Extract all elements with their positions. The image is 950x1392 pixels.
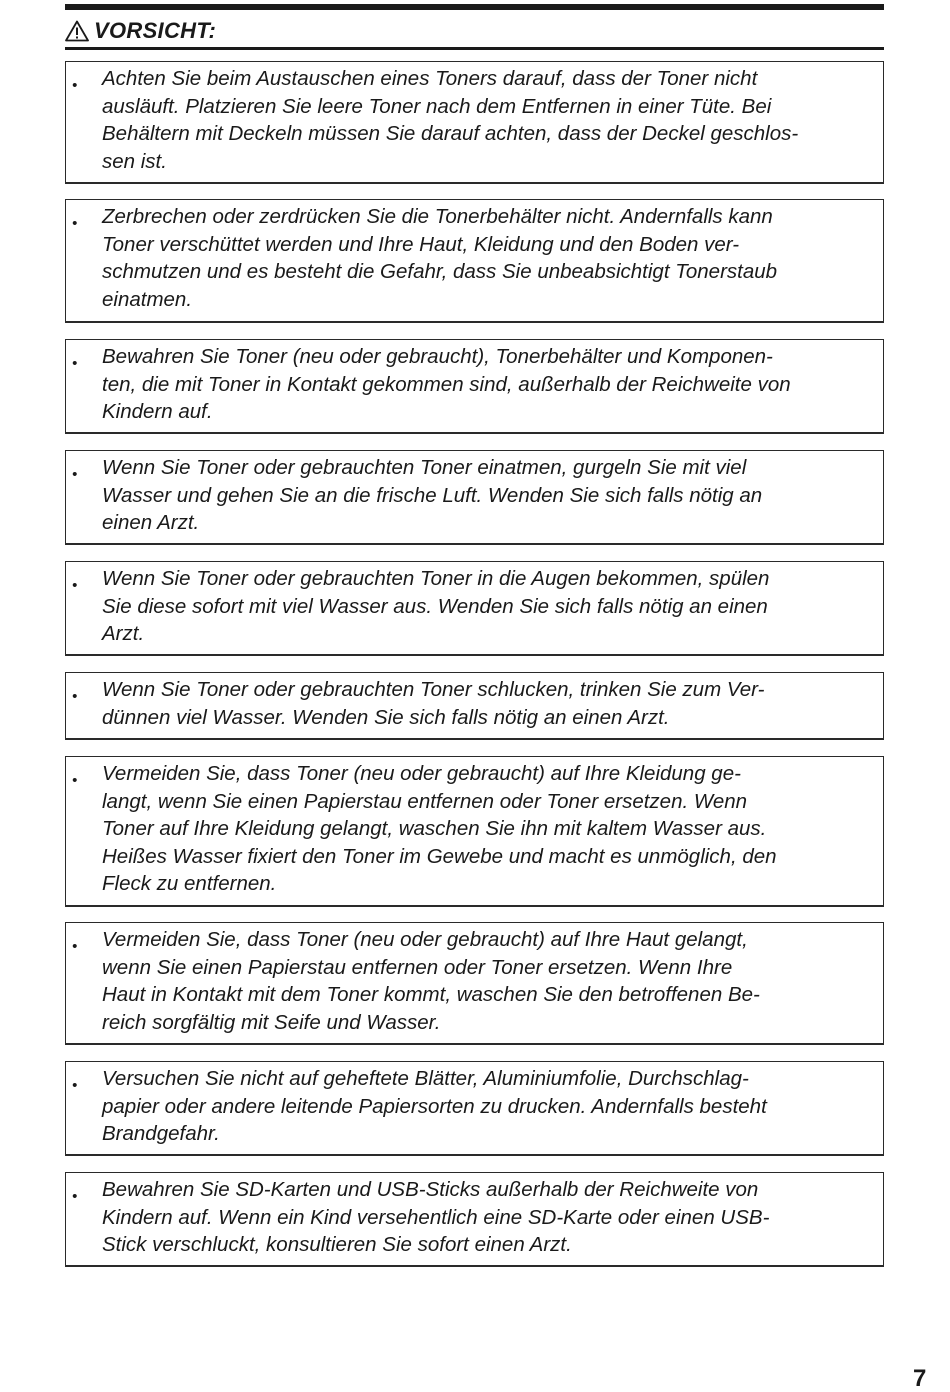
bullet: • xyxy=(72,77,78,94)
bullet: • xyxy=(72,1188,78,1205)
caution-item-text: Vermeiden Sie, dass Toner (neu oder gebraucht) auf Ihre Kleidung ge- langt, wenn Sie einen Papierstau entfernen oder Toner ersetzen. Wenn Toner auf Ihre Kleidung gelangt, waschen Sie ihn mit kaltem Wasser aus. Heißes Wasser fixiert den Toner im Gewebe und macht es unmöglich, den Fleck zu entfernen. xyxy=(102,762,777,896)
bullet: • xyxy=(72,577,78,594)
header-top-bar xyxy=(65,4,884,10)
caution-item-text: Versuchen Sie nicht auf geheftete Blätter, Aluminiumfolie, Durchschlag- papier oder andere leitende Papiersorten zu drucken. Andernfalls besteht Brandgefahr. xyxy=(102,1067,767,1146)
bullet: • xyxy=(72,772,78,789)
caution-item-7 xyxy=(65,756,884,907)
caution-title: VORSICHT: xyxy=(94,18,217,43)
caution-item-8 xyxy=(65,922,884,1045)
caution-item-4 xyxy=(65,450,884,545)
caution-item-2 xyxy=(65,199,884,323)
bullet: • xyxy=(72,355,78,372)
caution-item-text: Wenn Sie Toner oder gebrauchten Toner in die Augen bekommen, spülen Sie diese sofort mit viel Wasser aus. Wenden Sie sich falls nötig an einen Arzt. xyxy=(102,567,770,646)
caution-item-text: Bewahren Sie SD-Karten und USB-Sticks außerhalb der Reichweite von Kindern auf. Wenn ein Kind versehentlich eine SD-Karte oder einen USB- Stick verschluckt, konsultieren Sie sofort einen Arzt. xyxy=(102,1178,770,1257)
caution-item-5 xyxy=(65,561,884,656)
bullet: • xyxy=(72,1077,78,1094)
bullet: • xyxy=(72,466,78,483)
header-rule xyxy=(65,47,884,50)
bullet: • xyxy=(72,938,78,955)
caution-item-text: Zerbrechen oder zerdrücken Sie die Tonerbehälter nicht. Andernfalls kann Toner verschüttet werden und Ihre Haut, Kleidung und den Boden ver- schmutzen und es besteht die Gefahr, dass Sie unbeabsichtigt Tonerstaub einatmen. xyxy=(102,205,778,311)
caution-item-3 xyxy=(65,339,884,434)
warning-triangle-icon xyxy=(65,20,89,42)
bullet: • xyxy=(72,688,78,705)
bullet: • xyxy=(72,215,78,232)
caution-item-10 xyxy=(65,1172,884,1267)
caution-item-text: Wenn Sie Toner oder gebrauchten Toner einatmen, gurgeln Sie mit viel Wasser und gehen Sie an die frische Luft. Wenden Sie sich falls nötig an einen Arzt. xyxy=(102,456,763,535)
caution-item-text: Bewahren Sie Toner (neu oder gebraucht), Tonerbehälter und Komponen- ten, die mit Toner in Kontakt gekommen sind, außerhalb der Reichweite von Kindern auf. xyxy=(102,345,791,424)
caution-item-9 xyxy=(65,1061,884,1156)
caution-item-text: Wenn Sie Toner oder gebrauchten Toner schlucken, trinken Sie zum Ver- dünnen viel Wasser. Wenden Sie sich falls nötig an einen Arzt. xyxy=(102,678,765,729)
caution-header xyxy=(65,14,884,48)
page-number: 7 xyxy=(913,1365,927,1392)
caution-item-text: Vermeiden Sie, dass Toner (neu oder gebraucht) auf Ihre Haut gelangt, wenn Sie einen Papierstau entfernen oder Toner ersetzen. Wenn Ihre Haut in Kontakt mit dem Toner kommt, waschen Sie den betroffenen Be- reich sorgfältig mit Seife und Wasser. xyxy=(102,928,760,1034)
caution-item-text: Achten Sie beim Austauschen eines Toners darauf, dass der Toner nicht ausläuft. Platzieren Sie leere Toner nach dem Entfernen in einer Tüte. Bei Behältern mit Deckeln müssen Sie darauf achten, dass der Deckel geschlos- sen ist. xyxy=(102,67,799,173)
caution-item-6 xyxy=(65,672,884,740)
caution-item-1 xyxy=(65,61,884,184)
